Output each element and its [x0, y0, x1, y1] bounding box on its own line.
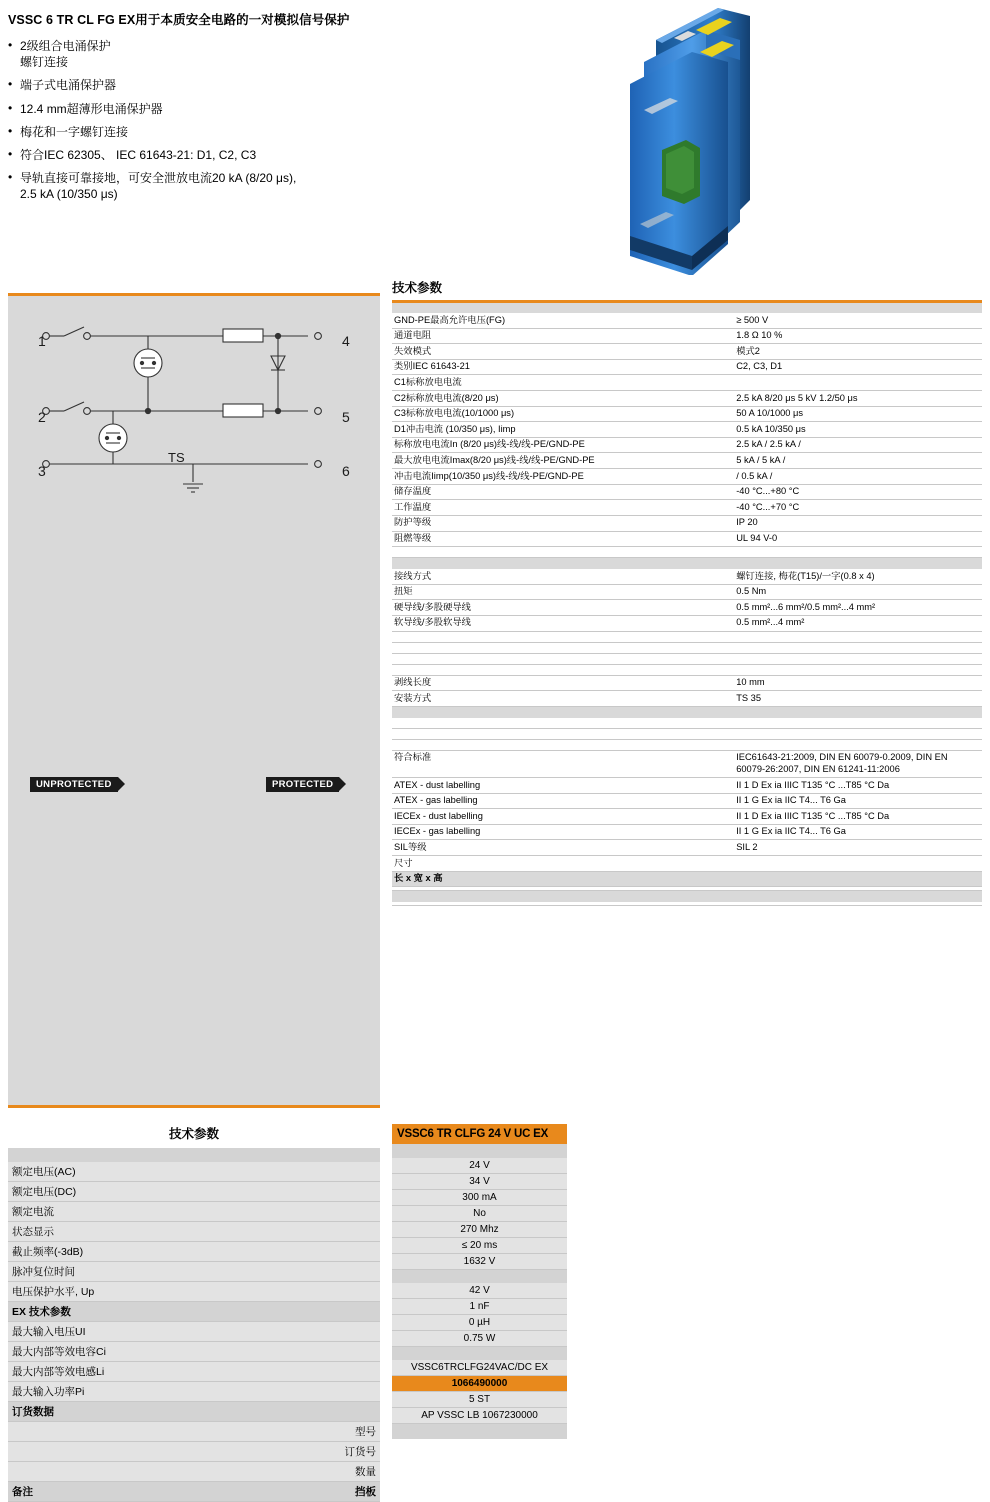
- table-row: C1标称放电电流: [392, 375, 982, 391]
- table-spacer: [392, 739, 982, 750]
- terminal-label-2: 2: [38, 409, 46, 425]
- table-row: 5 ST: [392, 1391, 567, 1407]
- table-subheader: 长 x 宽 x 高: [392, 871, 982, 887]
- remark-note: [734, 902, 982, 906]
- page-title: VSSC 6 TR CL FG EX用于本质安全电路的一对模拟信号保护: [8, 13, 350, 27]
- table-row: 最大内部等效电感Li: [8, 1361, 380, 1381]
- table-spacer: [392, 664, 982, 675]
- table-spacer: [392, 631, 982, 642]
- bullet-text: 梅花和一字螺钉连接: [20, 124, 129, 139]
- table-row: 类别IEC 61643-21 C2, C3, D1: [392, 359, 982, 375]
- table-row: GND-PE最高允许电压(FG) ≥ 500 V: [392, 313, 982, 329]
- protected-tag: PROTECTED: [266, 777, 339, 792]
- table-row: 34 V: [392, 1173, 567, 1189]
- table-band: [392, 558, 982, 569]
- table-row: 符合标准 IEC61643-21:2009, DIN EN 60079-0.2009, DIN EN 60079-26:2007, DIN EN 61241-11:2006: [392, 750, 982, 777]
- table-row: 24 V: [392, 1157, 567, 1173]
- terminal-label-6: 6: [342, 463, 350, 479]
- table-row: 硬导线/多股硬导线 0.5 mm²...6 mm²/0.5 mm²...4 mm²: [392, 600, 982, 616]
- order-number: 1066490000: [392, 1375, 567, 1391]
- table-row: 300 mA: [392, 1189, 567, 1205]
- remark-row: [392, 902, 982, 906]
- table-band: [392, 1423, 567, 1438]
- circuit-diagram-panel: [8, 293, 380, 1108]
- table-subheader: 备注 挡板: [8, 1481, 380, 1501]
- table-row: 软导线/多股软导线 0.5 mm²...4 mm²: [392, 615, 982, 631]
- table-row: 工作温度 -40 °C...+70 °C: [392, 500, 982, 516]
- table-row: 最大内部等效电容Ci: [8, 1341, 380, 1361]
- table-subheader: EX 技术参数: [8, 1301, 380, 1321]
- bullet-subtext: 螺钉连接: [20, 55, 69, 70]
- list-item: [8, 77, 438, 93]
- list-item: [8, 101, 438, 117]
- bullet-text: 导轨直接可靠接地，可安全泄放电流20 kA (8/20 μs),: [20, 171, 297, 186]
- bullet-text: 12.4 mm超薄形电涌保护器: [20, 101, 163, 116]
- list-item: [8, 38, 438, 70]
- ts-label: TS: [168, 450, 185, 465]
- circuit-diagram: [8, 296, 380, 816]
- table-row: C2标称放电电流(8/20 μs) 2.5 kA 8/20 μs 5 kV 1.2/50 μs: [392, 391, 982, 407]
- variant-column: [392, 1124, 567, 1439]
- table-spacer: [392, 547, 982, 558]
- table-spacer: [392, 717, 982, 728]
- table-row: ATEX - dust labelling II 1 D Ex ia IIIC T135 °C ...T85 °C Da: [392, 778, 982, 794]
- table-row: IECEx - gas labelling II 1 G Ex ia IIC T4... T6 Ga: [392, 824, 982, 840]
- table-row: D1冲击电流 (10/350 μs), Iimp 0.5 kA 10/350 μs: [392, 422, 982, 438]
- table-row: 标称放电电流In (8/20 μs)线-线/线-PE/GND-PE 2.5 kA / 2.5 kA /: [392, 437, 982, 453]
- table-row: 额定电流: [8, 1201, 380, 1221]
- table-row: 通道电阻 1.8 Ω 10 %: [392, 328, 982, 344]
- table-row: 最大输入功率Pi: [8, 1381, 380, 1401]
- list-item: [8, 147, 438, 163]
- table-spacer: [392, 728, 982, 739]
- table-band: [392, 706, 982, 717]
- bullet-text: 端子式电涌保护器: [20, 78, 117, 93]
- list-item: [8, 124, 438, 140]
- table-row: 冲击电流Iimp(10/350 μs)线-线/线-PE/GND-PE / 0.5 kA /: [392, 469, 982, 485]
- table-row: 扭矩 0.5 Nm: [392, 584, 982, 600]
- table-row: 1 nF: [392, 1298, 567, 1314]
- technical-specifications: [392, 278, 982, 906]
- unprotected-tag: UNPROTECTED: [30, 777, 118, 792]
- table-row: SIL等级 SIL 2: [392, 840, 982, 856]
- table-band: [392, 302, 982, 313]
- bullet-text: 2级组合电涌保护: [20, 39, 111, 53]
- table-band: [392, 1269, 567, 1282]
- table-row: 1632 V: [392, 1253, 567, 1269]
- table-spacer: [392, 642, 982, 653]
- table-row: 尺寸: [392, 856, 982, 872]
- table-row: 最大放电电流Imax(8/20 μs)线-线/线-PE/GND-PE 5 kA / 5 kA /: [392, 453, 982, 469]
- ex-technical-parameters: [8, 1124, 380, 1502]
- table-subheader: 订货数据: [8, 1401, 380, 1421]
- table-row: 储存温度 -40 °C...+80 °C: [392, 484, 982, 500]
- table-row: 数量: [8, 1461, 380, 1481]
- feature-list: [8, 38, 438, 210]
- table-row: 防护等级 IP 20: [392, 515, 982, 531]
- table-row: 阻燃等级 UL 94 V-0: [392, 531, 982, 547]
- terminal-label-4: 4: [342, 333, 350, 349]
- table-row: 电压保护水平, Up: [8, 1281, 380, 1301]
- table-row: No: [392, 1205, 567, 1221]
- table-row: 截止频率(-3dB): [8, 1241, 380, 1261]
- variant-value-table: [392, 1144, 567, 1439]
- table-row: ATEX - gas labelling II 1 G Ex ia IIC T4... T6 Ga: [392, 793, 982, 809]
- table-row: VSSC6TRCLFG24VAC/DC EX: [392, 1359, 567, 1375]
- table-row: 状态显示: [8, 1221, 380, 1241]
- table-row: 额定电压(DC): [8, 1181, 380, 1201]
- table-row: 型号: [8, 1421, 380, 1441]
- table-band: [8, 1148, 380, 1161]
- table-band: [392, 891, 982, 902]
- table-row: C3标称放电电流(10/1000 μs) 50 A 10/1000 μs: [392, 406, 982, 422]
- table-row: 0.75 W: [392, 1330, 567, 1346]
- table-row: 安装方式 TS 35: [392, 691, 982, 707]
- table-row: 失效模式 模式2: [392, 344, 982, 360]
- bullet-text: 符合IEC 62305、 IEC 61643-21: D1, C2, C3: [20, 147, 257, 162]
- param-table: [8, 1148, 380, 1502]
- section-title: 技术参数: [392, 281, 443, 295]
- table-row: 270 Mhz: [392, 1221, 567, 1237]
- table-row: 订货号: [8, 1441, 380, 1461]
- table-row: 42 V: [392, 1282, 567, 1298]
- table-row: AP VSSC LB 1067230000: [392, 1407, 567, 1423]
- order-number-row: [392, 1375, 567, 1391]
- spec-table: [392, 300, 982, 906]
- table-row: ≤ 20 ms: [392, 1237, 567, 1253]
- product-photo: [600, 0, 820, 275]
- table-row: 接线方式 螺钉连接, 梅花(T15)/一字(0.8 x 4): [392, 569, 982, 585]
- table-spacer: [392, 653, 982, 664]
- variant-header: VSSC6 TR CLFG 24 V UC EX: [392, 1124, 567, 1144]
- section-title-bottom: 技术参数: [168, 1127, 219, 1141]
- table-row: 额定电压(AC): [8, 1161, 380, 1181]
- table-band: [392, 1144, 567, 1157]
- terminal-label-3: 3: [38, 463, 46, 479]
- table-row: 最大输入电压UI: [8, 1321, 380, 1341]
- table-row: 脉冲复位时间: [8, 1261, 380, 1281]
- list-item: [8, 170, 438, 202]
- bullet-subtext: 2.5 kA (10/350 μs): [20, 187, 118, 202]
- table-row: IECEx - dust labelling II 1 D Ex ia IIIC T135 °C ...T85 °C Da: [392, 809, 982, 825]
- terminal-label-1: 1: [38, 333, 46, 349]
- terminal-label-5: 5: [342, 409, 350, 425]
- table-band: [392, 1346, 567, 1359]
- table-row: 剥线长度 10 mm: [392, 675, 982, 691]
- table-row: 0 µH: [392, 1314, 567, 1330]
